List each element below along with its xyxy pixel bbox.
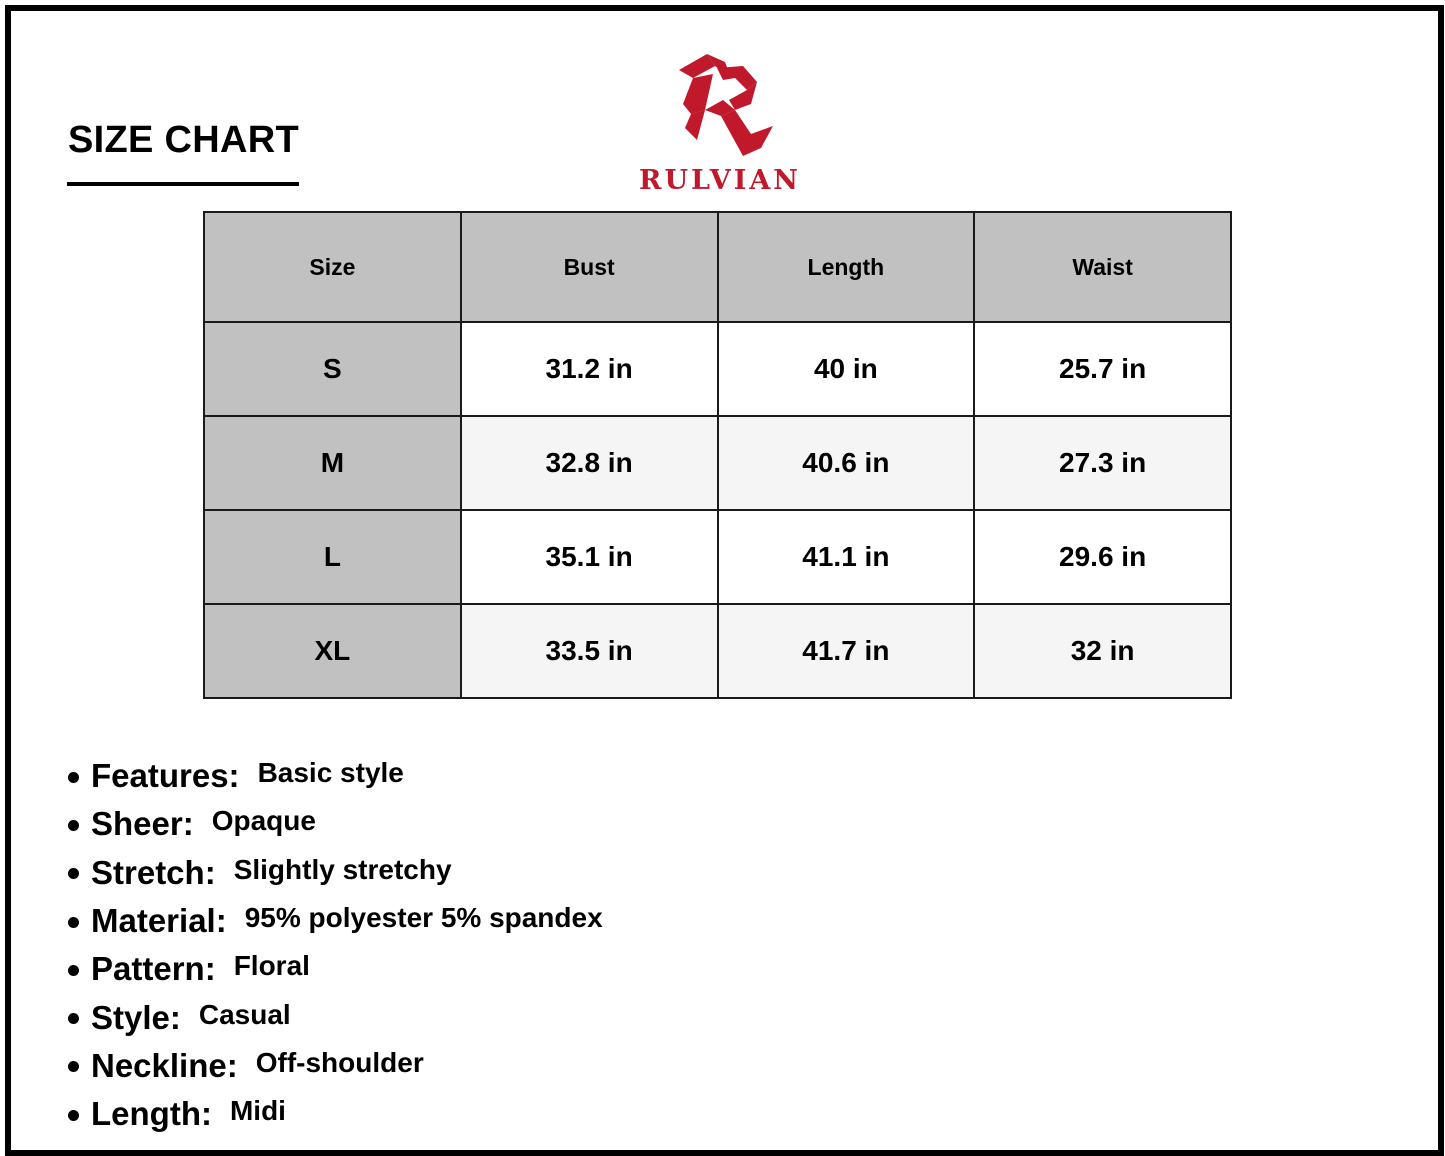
r-monogram-logo-icon <box>665 48 775 160</box>
feature-label: Style: <box>91 998 181 1036</box>
bullet-icon <box>68 868 79 879</box>
list-item <box>68 1042 603 1090</box>
feature-value: Casual <box>198 998 291 1030</box>
list-item <box>68 849 603 897</box>
feature-value: Basic style <box>257 757 404 789</box>
list-item <box>68 897 603 945</box>
length-cell: 40.6 in <box>718 416 975 510</box>
size-cell: S <box>204 322 461 416</box>
list-item <box>68 945 603 993</box>
bullet-icon <box>68 965 79 976</box>
column-header-size: Size <box>204 212 461 322</box>
column-header-length: Length <box>718 212 975 322</box>
feature-label: Neckline: <box>91 1046 238 1084</box>
list-item <box>68 752 603 800</box>
feature-value: Off-shoulder <box>255 1046 424 1078</box>
bust-cell: 31.2 in <box>461 322 718 416</box>
feature-label: Length: <box>91 1095 212 1133</box>
feature-value: Floral <box>233 950 310 982</box>
feature-label: Pattern: <box>91 950 216 988</box>
size-cell: XL <box>204 604 461 698</box>
list-item <box>68 1090 603 1138</box>
feature-label: Sheer: <box>91 805 194 843</box>
bust-cell: 33.5 in <box>461 604 718 698</box>
table-row <box>204 322 1231 416</box>
size-cell: M <box>204 416 461 510</box>
waist-cell: 29.6 in <box>974 510 1231 604</box>
feature-label: Features: <box>91 757 240 795</box>
waist-cell: 25.7 in <box>974 322 1231 416</box>
column-header-bust: Bust <box>461 212 718 322</box>
bullet-icon <box>68 917 79 928</box>
title-underline <box>67 182 299 186</box>
feature-label: Material: <box>91 902 227 940</box>
feature-value: Slightly stretchy <box>233 853 452 885</box>
length-cell: 40 in <box>718 322 975 416</box>
size-table <box>203 211 1232 699</box>
length-cell: 41.1 in <box>718 510 975 604</box>
size-cell: L <box>204 510 461 604</box>
feature-label: Stretch: <box>91 853 216 891</box>
bullet-icon <box>68 772 79 783</box>
page-title: SIZE CHART <box>68 119 299 161</box>
table-row <box>204 510 1231 604</box>
list-item <box>68 993 603 1041</box>
column-header-waist: Waist <box>974 212 1231 322</box>
feature-value: 95% polyester 5% spandex <box>244 902 603 934</box>
list-item <box>68 800 603 848</box>
feature-list <box>68 752 603 1138</box>
table-row <box>204 604 1231 698</box>
bullet-icon <box>68 1013 79 1024</box>
feature-value: Midi <box>229 1095 286 1127</box>
bust-cell: 35.1 in <box>461 510 718 604</box>
waist-cell: 27.3 in <box>974 416 1231 510</box>
brand-name: RULVIAN <box>639 165 801 196</box>
length-cell: 41.7 in <box>718 604 975 698</box>
waist-cell: 32 in <box>974 604 1231 698</box>
table-row <box>204 416 1231 510</box>
bullet-icon <box>68 1061 79 1072</box>
bullet-icon <box>68 820 79 831</box>
bullet-icon <box>68 1110 79 1121</box>
table-header-row <box>204 212 1231 322</box>
bust-cell: 32.8 in <box>461 416 718 510</box>
feature-value: Opaque <box>211 805 316 837</box>
